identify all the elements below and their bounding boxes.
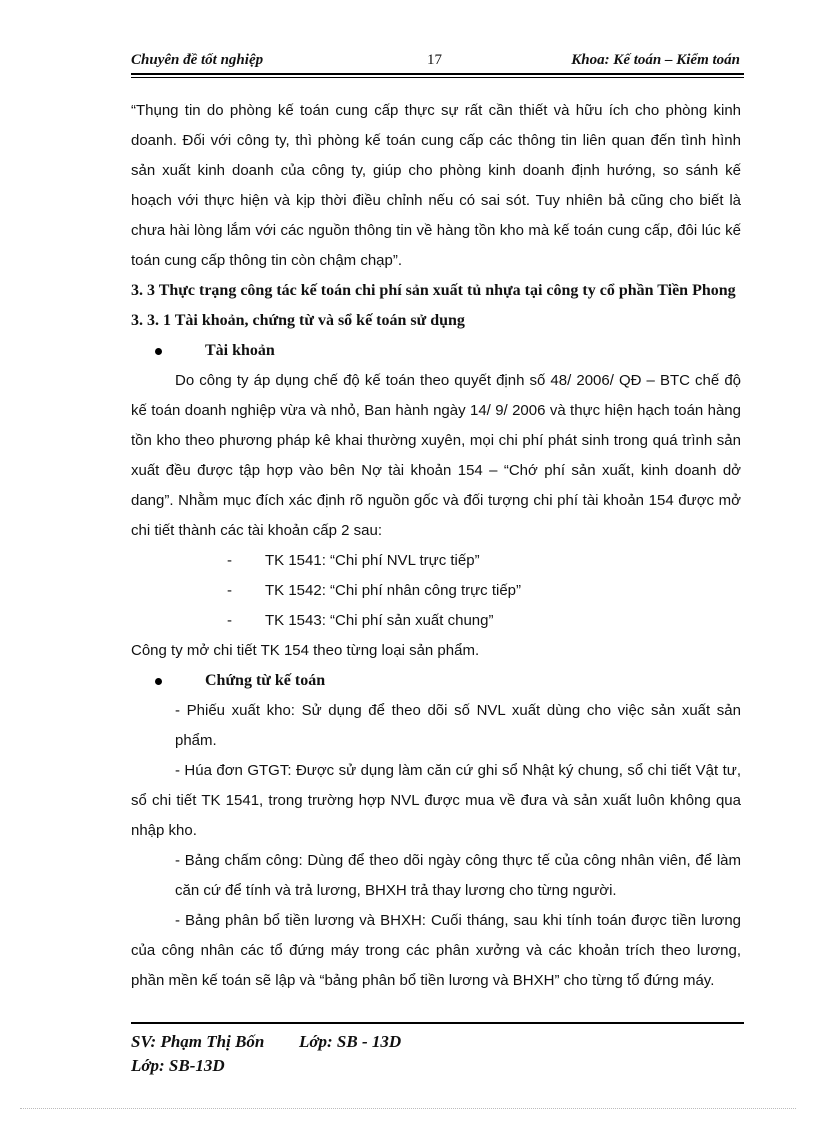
subsection-heading: 3. 3. 1 Tài khoản, chứng từ và sổ kế toán sử dụng (131, 312, 465, 329)
account-item-text: TK 1541: “Chi phí NVL trực tiếp” (265, 552, 480, 569)
doc-item-vat-invoice: - Húa đơn GTGT: Được sử dụng làm căn cứ ghi sổ Nhật ký chung, sổ chi tiết Vật tư, sổ chi tiết TK 1541, trong trường hợp NVL được mua về đưa và sản xuất luôn không qua nhập kho. (131, 762, 741, 839)
detail-line: Công ty mở chi tiết TK 154 theo từng loại sản phẩm. (131, 642, 480, 659)
page-bottom-divider (20, 1108, 796, 1109)
header-faculty: Khoa: Kế toán – Kiểm toán (571, 52, 740, 68)
page-footer (131, 1030, 401, 1078)
account-item (131, 546, 741, 576)
account-item-text: TK 1543: “Chi phí sản xuất chung” (265, 612, 494, 629)
dash-marker: - (227, 552, 232, 569)
header-rule-thick (131, 73, 744, 75)
doc-item-export-slip: - Phiếu xuất kho: Sử dụng để theo dõi số NVL xuất dùng cho việc sản xuất sản phẩm. (175, 702, 741, 749)
quote-paragraph: “Thụng tin do phòng kế toán cung cấp thực sự rất cần thiết và hữu ích cho phòng kinh doanh. Đối với công ty, thì phòng kế toán cung cấp các thông tin liên quan đến tình hình sản xuất kinh doanh của công ty, giúp cho phòng kinh doanh định hướng, so sánh kế hoạch với thực hiện và kịp thời điều chỉnh nếu có sai sót. Tuy nhiên bả cũng cho biết là chưa hài lòng lắm với các nguồn thông tin về hàng tồn kho mà kế toán cung cấp, đôi lúc kế toán cung cấp thông tin còn chậm chạp”. (131, 102, 741, 269)
footer-class: Lớp: SB - 13D (299, 1032, 402, 1051)
page-body (131, 96, 741, 996)
header-title: Chuyên đề tốt nghiệp (131, 52, 264, 68)
page-number: 17 (427, 52, 442, 68)
bullet-dot-icon (155, 348, 162, 355)
footer-class-2: Lớp: SB-13D (131, 1056, 225, 1075)
bullet-dot-icon (155, 678, 162, 685)
account-item (131, 606, 741, 636)
page-header (131, 52, 740, 74)
bullet-documents-label: Chứng từ kế toán (205, 672, 326, 689)
bullet-accounts (131, 336, 741, 366)
section-heading: 3. 3 Thực trạng công tác kế toán chi phí sản xuất tủ nhựa tại công ty cổ phần Tiền Phong (131, 282, 736, 299)
bullet-documents (131, 666, 741, 696)
doc-item-timesheet: - Bảng chấm công: Dùng để theo dõi ngày công thực tế của công nhân viên, để làm căn cứ để tính và trả lương, BHXH trả thay lương cho từng người. (175, 852, 741, 899)
header-rule-thin (131, 77, 744, 78)
account-item-text: TK 1542: “Chi phí nhân công trực tiếp” (265, 582, 522, 599)
dash-marker: - (227, 582, 232, 599)
footer-rule (131, 1022, 744, 1024)
account-item (131, 576, 741, 606)
footer-student: SV: Phạm Thị Bốn (131, 1032, 265, 1051)
dash-marker: - (227, 612, 232, 629)
bullet-accounts-label: Tài khoản (205, 342, 275, 359)
doc-item-salary-allocation: - Bảng phân bổ tiền lương và BHXH: Cuối tháng, sau khi tính toán được tiền lương của công nhân các tổ đứng máy trong các phân xưởng và các khoản trích theo lương, phần mền kế toán sẽ lập và “bảng phân bổ tiền lương và BHXH” cho từng tổ đứng máy. (131, 912, 741, 989)
account-paragraph: Do công ty áp dụng chế độ kế toán theo quyết định số 48/ 2006/ QĐ – BTC chế độ kế toán doanh nghiệp vừa và nhỏ, Ban hành ngày 14/ 9/ 2006 và thực hiện hạch toán hàng tồn kho theo phương pháp kê khai thường xuyên, mọi chi phí phát sinh trong quá trình sản xuất đều được tập hợp vào bên Nợ tài khoản 154 – “Chớ phí sản xuất, kinh doanh dở dang”. Nhằm mục đích xác định rõ nguồn gốc và đối tượng chi phí tài khoản 154 được mở chi tiết thành các tài khoản cấp 2 sau: (131, 372, 741, 539)
